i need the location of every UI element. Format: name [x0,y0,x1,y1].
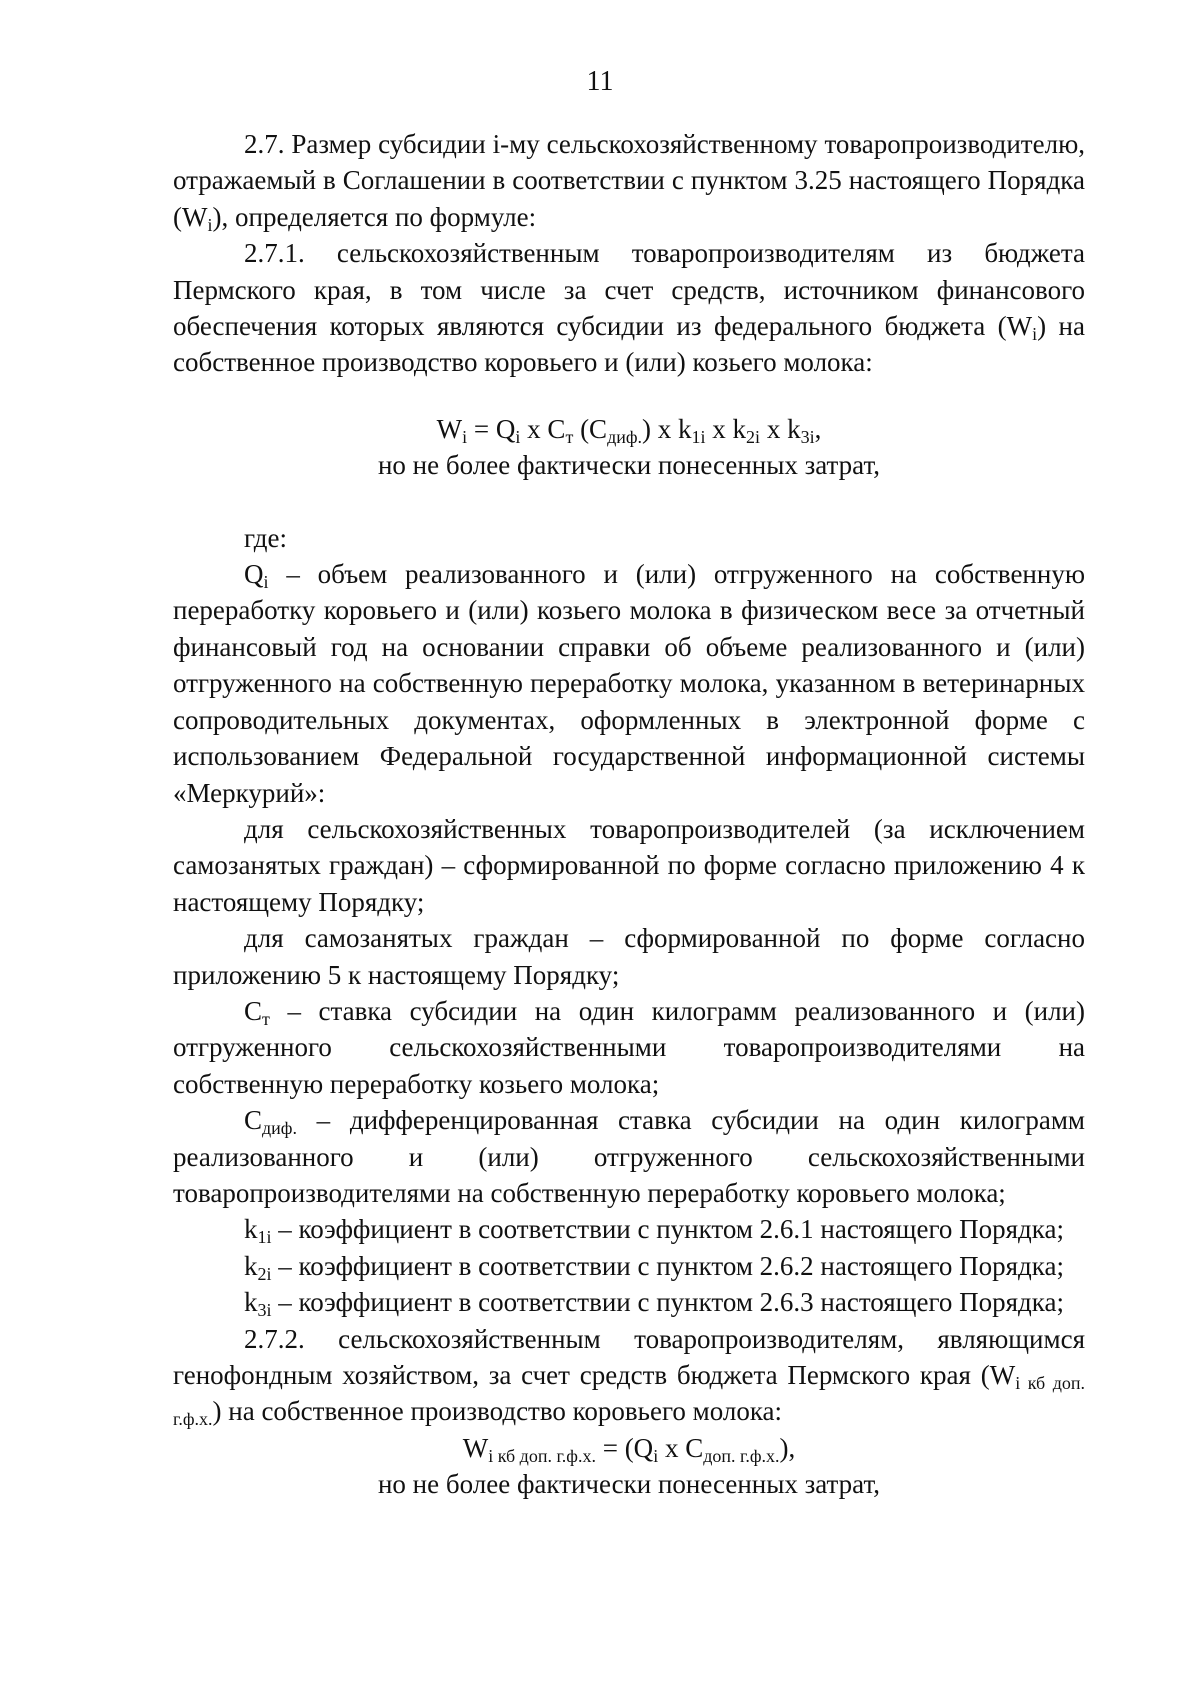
formula-1-note: но не более фактически понесенных затрат, [377,450,880,481]
formula-1: $W_i = Q_i$ x $C_т$ $(C_{диф.})$ x $k_{1i}$ x $k_{2i}$ x $k_{3i}$, [436,413,822,447]
paragraph-2-7-1: 2.7.1. сельскохозяйственным товаропроизводителям из бюджета Пермского края, в том числе за счет средств, источником финансового обеспечения которых являются субсидии из федерального бюджета $(W_i)$ на собственное производство коровьего и (или) козьего молока: [173,238,1085,378]
page-number: 11 [586,66,614,97]
definition-k1: $k_{1i}$ – коэффициент в соответствии с пунктом 2.6.1 настоящего Порядка; [244,1214,1064,1248]
where-label: где: [244,522,287,553]
formula-2-note: но не более фактически понесенных затрат, [377,1469,880,1500]
definition-cdif: $С_{диф.}$ – дифференцированная ставка субсидии на один килограмм реализованного и (или) отгруженного сельскохозяйственными товаропроизводителями на собственную переработку коровьего молока; [173,1105,1085,1208]
document-body [173,126,1085,1503]
definition-k2: $k_{2i}$ – коэффициент в соответствии с пунктом 2.6.2 настоящего Порядка; [244,1250,1064,1284]
paragraph-2-7: 2.7. Размер субсидии i-му сельскохозяйственному товаропроизводителю, отражаемый в Соглашении в соответствии с пунктом 3.25 настоящего Порядка $(W_i)$, определяется по формуле: [173,129,1085,235]
definition-k3: $k_{3i}$ – коэффициент в соответствии с пунктом 2.6.3 настоящего Порядка; [244,1287,1064,1321]
paragraph-for-producers: для сельскохозяйственных товаропроизводителей (за исключением самозанятых граждан) – сформированной по форме согласно приложению 4 к настоящему Порядку; [173,813,1085,917]
definition-ct: $С_т$ – ставка субсидии на один килограмм реализованного и (или) отгруженного сельскохозяйственными товаропроизводителями на собственную переработку козьего молока; [173,995,1085,1099]
definition-qi: $Q_i$ – объем реализованного и (или) отгруженного на собственную переработку коровьего и (или) козьего молока в физическом весе за отчетный финансовый год на основании справки об объеме реализованного и (или) отгруженного на собственную переработку молока, указанном в ветеринарных сопроводительных документах, оформленных в электронной форме с использованием Федеральной государственной информационной системы «Меркурий»: [173,559,1085,808]
paragraph-for-selfemployed: для самозанятых граждан – сформированной по форме согласно приложению 5 к настоящему Порядку; [173,923,1085,990]
formula-2: $W_{i кб доп. г.ф.х.} = (Q_i$ x $C_{доп. г.ф.х.}$), [462,1432,796,1466]
paragraph-2-7-2: 2.7.2. сельскохозяйственным товаропроизводителям, являющимся генофондным хозяйством, за счет средств бюджета Пермского края $(W_{i кб доп. г.ф.х.})$ на собственное производство коровьего молока: [173,1323,1086,1430]
